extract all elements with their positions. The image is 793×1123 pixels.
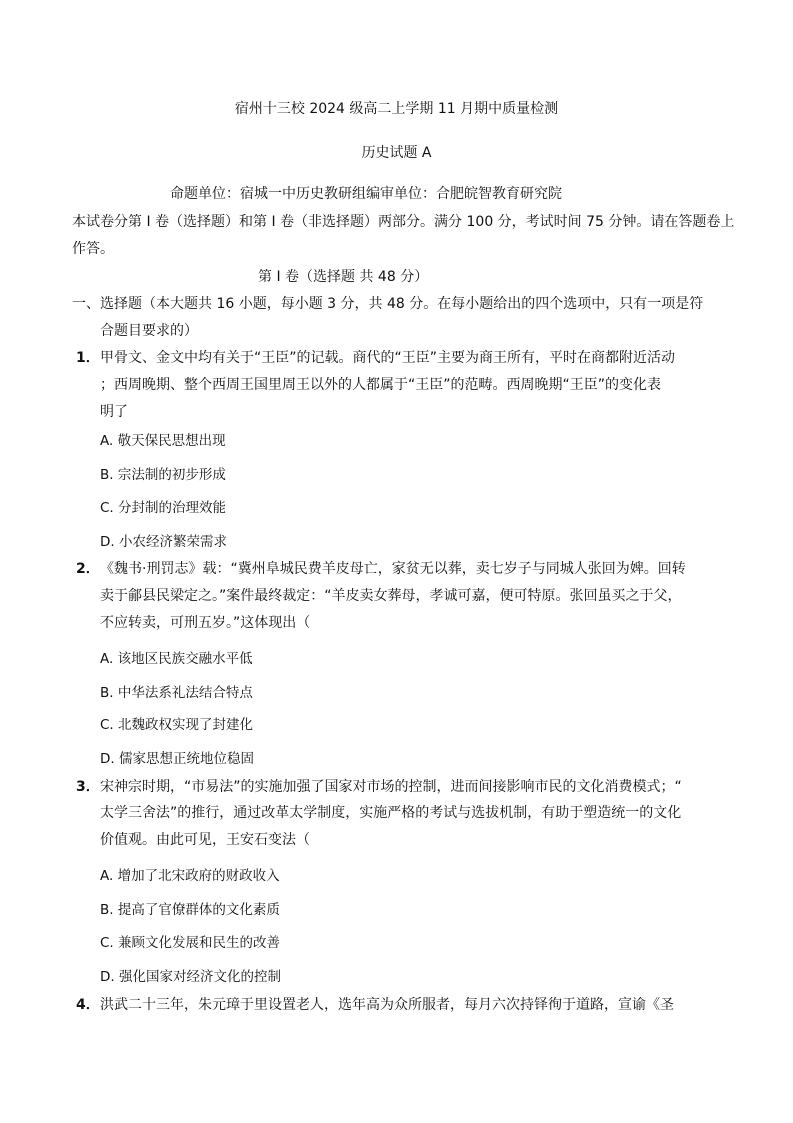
question-stem-line: 洪武二十三年，朱元璋于里设置老人，选年高为众所服者，每月六次持铎徇于道路，宣谕《圣 <box>100 997 674 1013</box>
instructions-line-2: 作答。 <box>72 241 114 257</box>
question-stem-line: 甲骨文、金文中均有关于“王臣”的记载。商代的“王臣”主要为商王所有，平时在商都附近活动 <box>100 350 676 366</box>
option-a: A. 增加了北宋政府的财政收入 <box>100 868 280 884</box>
option-a: A. 敬天保民思想出现 <box>100 433 226 449</box>
option-d: D. 强化国家对经济文化的控制 <box>100 969 281 985</box>
question-number: 4． <box>76 997 100 1013</box>
exam-subtitle: 历史试题 A <box>361 145 432 161</box>
exam-title: 宿州十三校 2024 级高二上学期 11 月期中质量检测 <box>234 101 559 117</box>
question-stem-line: ；西周晚期、整个西周王国里周王以外的人都属于“王臣”的范畴。西周晚期“王臣”的变化表 <box>100 377 662 393</box>
question-stem-line: 《魏书·刑罚志》载：“冀州阜城民费羊皮母亡，家贫无以葬，卖七岁子与同城人张回为婢。回转 <box>100 561 686 577</box>
question-number: 2． <box>76 561 100 577</box>
question-number: 1． <box>76 350 100 366</box>
question-stem-line: 价值观。由此可见，王安石变法（ <box>100 832 310 848</box>
question-stem-line: 太学三舍法”的推行，通过改革太学制度，实施严格的考试与选拔机制，有助于塑造统一的文化 <box>100 805 682 821</box>
question-stem-line: 不应转卖，可刑五岁。”这体现出（ <box>100 615 311 631</box>
part-title-line-1: 一、选择题（本大题共 16 小题，每小题 3 分，共 48 分。在每小题给出的四个选项中，只有一项是符 <box>72 296 704 312</box>
question-number: 3． <box>76 779 100 795</box>
option-a: A. 该地区民族交融水平低 <box>100 651 253 667</box>
option-c: C. 分封制的治理效能 <box>100 500 227 516</box>
option-b: B. 宗法制的初步形成 <box>100 467 226 483</box>
option-d: D. 小农经济繁荣需求 <box>100 534 227 550</box>
option-c: C. 北魏政权实现了封建化 <box>100 717 254 733</box>
question-stem-line: 明了 <box>100 404 128 420</box>
question-stem-line: 卖于鄃县民梁定之。”案件最终裁定：“羊皮卖女葬母，孝诚可嘉，便可特原。张回虽买之于父， <box>100 588 682 604</box>
option-b: B. 中华法系礼法结合特点 <box>100 685 253 701</box>
question-stem-line: 宋神宗时期，“市易法”的实施加强了国家对市场的控制，进而间接影响市民的文化消费模式；“ <box>100 779 682 795</box>
instructions-line-1: 本试卷分第 I 卷（选择题）和第 I 卷（非选择题）两部分。满分 100 分，考试时间 75 分钟。请在答题卷上 <box>72 214 735 230</box>
part-title-line-2: 合题目要求的） <box>100 323 198 339</box>
option-b: B. 提高了官僚群体的文化素质 <box>100 902 280 918</box>
section-heading: 第 I 卷（选择题 共 48 分） <box>258 269 429 285</box>
option-c: C. 兼顾文化发展和民生的改善 <box>100 935 281 951</box>
option-d: D. 儒家思想正统地位稳固 <box>100 751 254 767</box>
exam-units: 命题单位：宿城一中历史教研组编审单位：合肥皖智教育研究院 <box>170 186 562 202</box>
